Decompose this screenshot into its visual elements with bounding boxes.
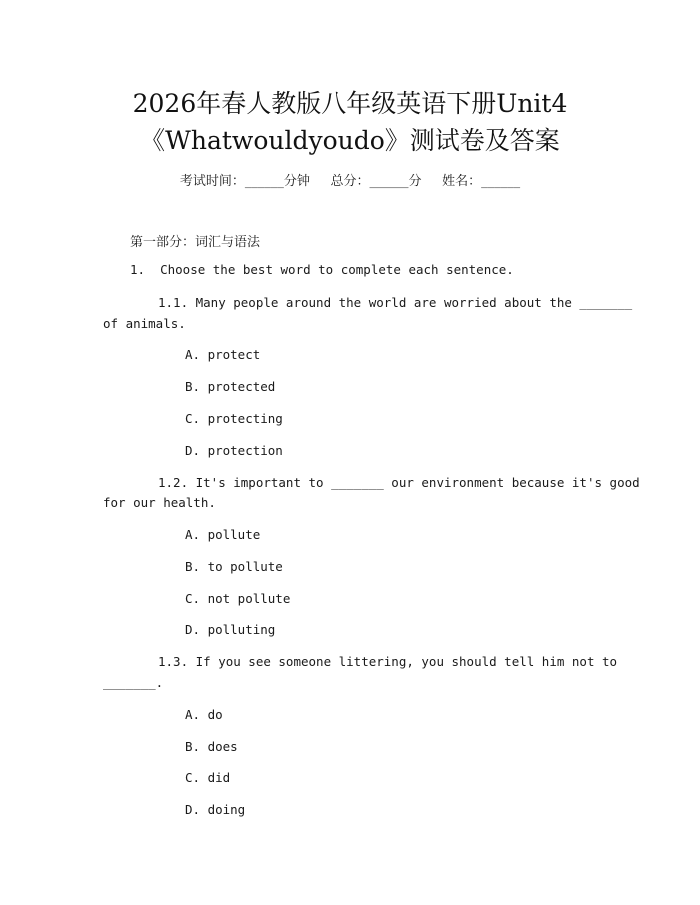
option-b: B. does xyxy=(185,739,238,754)
section-title: 第一部分：词汇与语法 xyxy=(130,235,261,250)
question-stem-line-1: 1.3. If you see someone littering, you should tell him not to xyxy=(158,654,618,669)
option-a: A. do xyxy=(185,707,223,722)
option-a: A. pollute xyxy=(185,527,261,542)
question-stem-line-2: for our health. xyxy=(103,495,216,510)
option-a: A. protect xyxy=(185,347,261,362)
document-title-line-2: 《Whatwouldyoudo》测试卷及答案 xyxy=(140,126,560,155)
question-stem-line-2: _______. xyxy=(103,675,164,690)
question-stem-line-2: of animals. xyxy=(103,316,186,331)
document-title-line-1: 2026年春人教版八年级英语下册Unit4 xyxy=(132,89,568,118)
exam-info-line: 考试时间：______分钟 总分：______分 姓名：______ xyxy=(179,174,521,189)
option-d: D. protection xyxy=(185,443,283,458)
option-d: D. doing xyxy=(185,802,246,817)
option-b: B. protected xyxy=(185,379,276,394)
option-c: C. not pollute xyxy=(185,591,291,606)
section-instruction: 1. Choose the best word to complete each sentence. xyxy=(130,262,514,277)
question-stem-line-1: 1.1. Many people around the world are worried about the _______ xyxy=(158,295,633,310)
question-stem-line-1: 1.2. It's important to _______ our environment because it's good xyxy=(158,475,640,490)
option-b: B. to pollute xyxy=(185,559,283,574)
option-c: C. protecting xyxy=(185,411,283,426)
option-d: D. polluting xyxy=(185,622,276,637)
option-c: C. did xyxy=(185,770,231,785)
